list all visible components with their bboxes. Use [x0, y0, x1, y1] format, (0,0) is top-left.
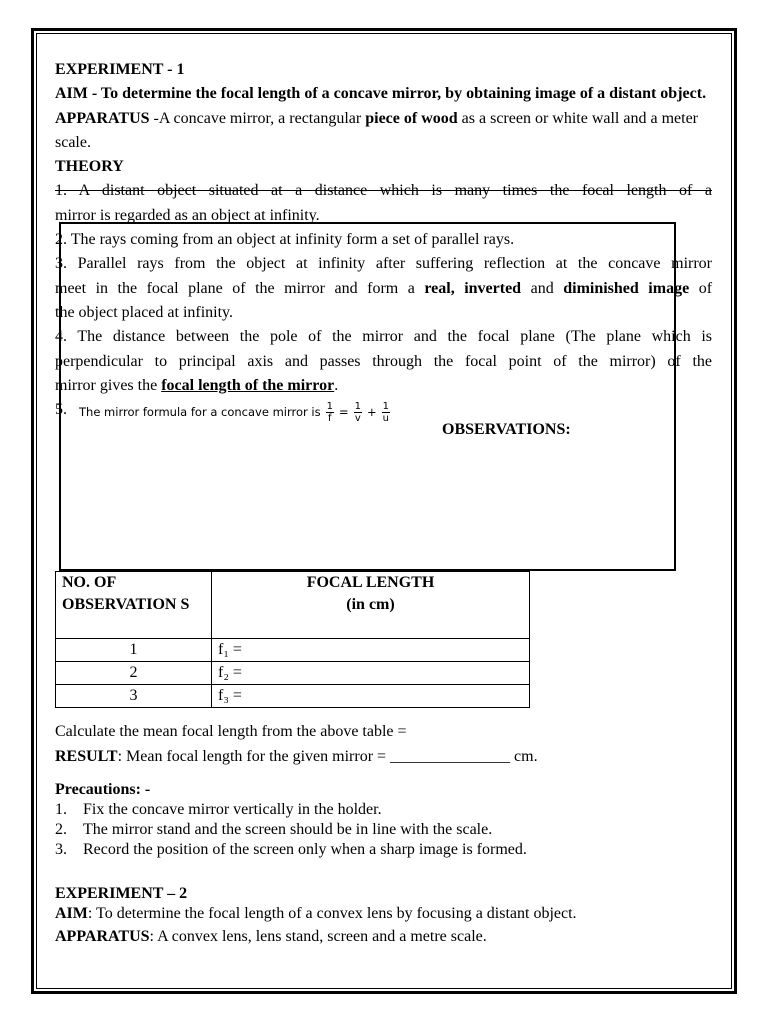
apparatus-paragraph — [55, 107, 712, 156]
theory-2: 2. The rays coming from an object at infinity form a set of parallel rays. — [55, 231, 515, 249]
apparatus-bold: piece of wood — [365, 109, 458, 127]
theory-4-line-b: perpendicular to principal axis and passes through the focal point of the mirror) of the — [55, 352, 712, 370]
theory-4-post: . — [334, 376, 339, 394]
formula-t1-den: v — [354, 412, 361, 424]
experiment-2-title: EXPERIMENT – 2 — [55, 885, 188, 902]
theory-1-line-a — [55, 179, 712, 203]
list-item — [55, 820, 712, 840]
formula-t1-num: 1 — [354, 400, 361, 412]
theory-heading: THEORY — [55, 158, 124, 176]
list-item-number: 2. — [55, 821, 67, 838]
formula-lhs-num: 1 — [326, 400, 333, 412]
experiment-2-aim — [55, 904, 712, 924]
list-item-number: 1. — [55, 801, 67, 818]
table-cell-no: 3 — [56, 685, 212, 708]
list-item-text: The mirror stand and the screen should be in line with the scale. — [83, 821, 493, 838]
apparatus-text-1: -A concave mirror, a rectangular — [149, 109, 366, 127]
theory-4-line-a: 4. The distance between the pole of the mirror and the focal plane (The plane which is — [55, 328, 712, 346]
list-item-text: Record the position of the screen only when a sharp image is formed. — [83, 841, 527, 858]
table-header-row — [56, 572, 530, 639]
precautions-heading: Precautions: - — [55, 781, 151, 798]
theory-4-bold: focal length of the mirror — [161, 376, 335, 394]
table-header-focal-line2: (in cm) — [346, 596, 395, 613]
list-item — [55, 800, 712, 820]
theory-5-number: 5. — [55, 401, 67, 419]
calc-line: Calculate the mean focal length from the above table = — [55, 723, 407, 740]
table-cell-no: 1 — [56, 639, 212, 662]
experiment-2-aim-text: : To determine the focal length of a convex lens by focusing a distant object. — [87, 905, 577, 922]
table-header-focal-line1: FOCAL LENGTH — [306, 574, 435, 591]
theory-1-text: 1. A distant object situated at a distance which is many times the focal length of a — [55, 182, 712, 200]
formula-plus: + — [366, 405, 377, 420]
table-row — [56, 662, 530, 685]
list-item — [55, 840, 712, 860]
theory-3-mid: and — [521, 279, 564, 297]
theory-3-line-c: the object placed at infinity. — [55, 303, 234, 321]
result-section — [55, 720, 712, 947]
theory-4-text: mirror gives the — [55, 376, 162, 394]
theory-3-text: meet in the focal plane of the mirror and form a — [55, 279, 425, 297]
table-row — [56, 639, 530, 662]
experiment-2-aim-label: AIM — [55, 905, 88, 922]
experiment-1-title: EXPERIMENT - 1 — [55, 61, 185, 78]
formula-text: The mirror formula for a concave mirror is — [79, 405, 321, 420]
apparatus-label: APPARATUS — [55, 109, 150, 127]
formula-lhs-den: f — [328, 412, 332, 424]
result-line — [55, 744, 712, 770]
observations-heading: OBSERVATIONS: — [442, 421, 571, 439]
table-header-no — [56, 572, 212, 639]
theory-1-line-b: mirror is regarded as an object at infinity. — [55, 206, 320, 224]
aim-paragraph — [55, 82, 712, 106]
result-label: RESULT — [55, 748, 118, 765]
aim-text: - To determine the focal length of a concave mirror, by obtaining image of a distant object. — [87, 85, 707, 103]
theory-3-post: of — [689, 279, 713, 297]
apparatus-text-2: as a screen or white wall and a meter scale. — [55, 109, 698, 151]
result-text: : Mean focal length for the given mirror = _______________ cm. — [117, 748, 538, 765]
theory-3-bold-1: real, inverted — [424, 279, 522, 297]
formula-t2-den: u — [382, 412, 389, 424]
theory-3-line-a: 3. Parallel rays from the object at infinity after suffering reflection at the concave mirror — [55, 255, 712, 273]
table-cell-value: f₃ = — [212, 685, 530, 708]
list-item-number: 3. — [55, 841, 67, 858]
table-row — [56, 685, 530, 708]
experiment-2-apparatus — [55, 927, 712, 947]
table-cell-value: f₁ = — [212, 639, 530, 662]
formula-equals: = — [338, 405, 349, 420]
table-cell-value: f₂ = — [212, 662, 530, 685]
table-header-focal — [212, 572, 530, 639]
list-item-text: Fix the concave mirror vertically in the holder. — [83, 801, 382, 818]
table-header-no-text: NO. OF OBSERVATION S — [62, 574, 190, 613]
formula-t2-num: 1 — [382, 400, 389, 412]
table-cell-no: 2 — [56, 662, 212, 685]
precautions-list — [55, 800, 712, 860]
experiment-2-apparatus-label: APPARATUS — [55, 928, 150, 945]
observations-table — [55, 571, 530, 708]
theory-3-bold-2: diminished image — [563, 279, 690, 297]
overlay-rectangle — [59, 222, 676, 571]
experiment-2-apparatus-text: : A convex lens, lens stand, screen and a metre scale. — [149, 928, 487, 945]
aim-label: AIM — [55, 85, 88, 103]
